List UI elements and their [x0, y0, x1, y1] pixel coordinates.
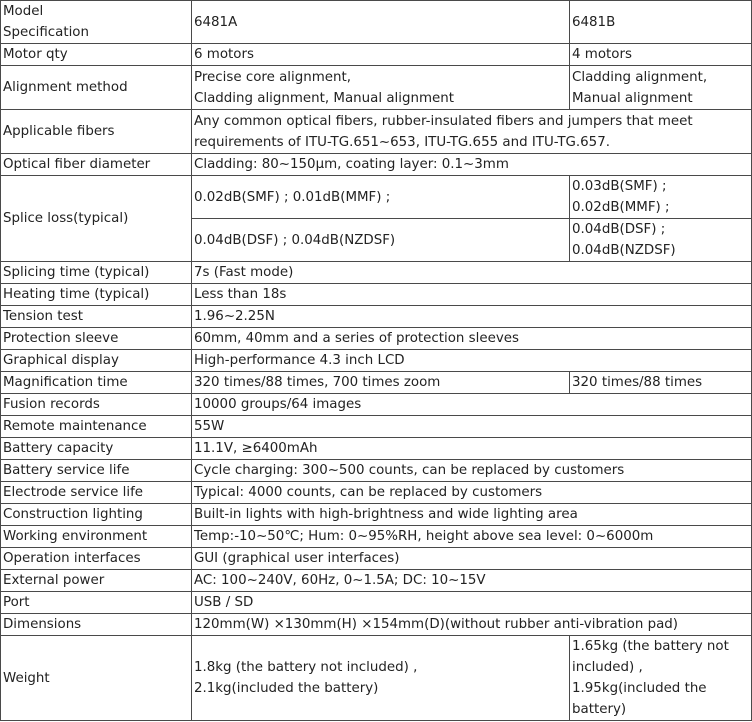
power-value: AC: 100~240V, 60Hz, 0~1.5A; DC: 10~15V — [192, 570, 752, 592]
table-row-dimensions — [1, 614, 752, 636]
lighting-value: Built-in lights with high-brightness and wide lighting area — [192, 504, 752, 526]
weight-b-value: 1.65kg (the battery not included) , 1.95kg(included the battery) — [570, 636, 752, 721]
weight-a-value: 1.8kg (the battery not included) , 2.1kg(included the battery) — [192, 636, 570, 721]
alignment-b-value: Cladding alignment, Manual alignment — [570, 66, 752, 110]
table-row-lighting — [1, 504, 752, 526]
splicing-time-label: Splicing time (typical) — [1, 262, 192, 284]
table-row-electrode-life — [1, 482, 752, 504]
table-row-magnification — [1, 372, 752, 394]
table-row-records — [1, 394, 752, 416]
battery-capacity-label: Battery capacity — [1, 438, 192, 460]
splice-loss-a2-value: 0.04dB(DSF) ; 0.04dB(NZDSF) — [192, 219, 570, 262]
electrode-life-value: Typical: 4000 counts, can be replaced by customers — [192, 482, 752, 504]
environment-label: Working environment — [1, 526, 192, 548]
display-label: Graphical display — [1, 350, 192, 372]
remote-value: 55W — [192, 416, 752, 438]
table-row-remote — [1, 416, 752, 438]
display-value: High-performance 4.3 inch LCD — [192, 350, 752, 372]
table-row-heating-time — [1, 284, 752, 306]
magnification-a-value: 320 times/88 times, 700 times zoom — [192, 372, 570, 394]
table-row-battery-capacity — [1, 438, 752, 460]
motor-b-value: 4 motors — [570, 44, 752, 66]
sleeve-label: Protection sleeve — [1, 328, 192, 350]
battery-life-value: Cycle charging: 300~500 counts, can be replaced by customers — [192, 460, 752, 482]
splice-loss-a1-value: 0.02dB(SMF) ; 0.01dB(MMF) ; — [192, 176, 570, 219]
table-row-motor — [1, 44, 752, 66]
diameter-label: Optical fiber diameter — [1, 154, 192, 176]
table-row-power — [1, 570, 752, 592]
table-row-splicing-time — [1, 262, 752, 284]
table-row-sleeve — [1, 328, 752, 350]
diameter-value: Cladding: 80~150μm, coating layer: 0.1~3mm — [192, 154, 752, 176]
heating-time-label: Heating time (typical) — [1, 284, 192, 306]
table-row-tension — [1, 306, 752, 328]
table-row-diameter — [1, 154, 752, 176]
dimensions-label: Dimensions — [1, 614, 192, 636]
sleeve-value: 60mm, 40mm and a series of protection sleeves — [192, 328, 752, 350]
table-row-weight — [1, 636, 752, 721]
records-value: 10000 groups/64 images — [192, 394, 752, 416]
motor-a-value: 6 motors — [192, 44, 570, 66]
model-a-header: 6481A — [192, 1, 570, 44]
interfaces-value: GUI (graphical user interfaces) — [192, 548, 752, 570]
environment-value: Temp:-10~50℃; Hum: 0~95%RH, height above sea level: 0~6000m — [192, 526, 752, 548]
table-row-splice-loss-1 — [1, 176, 752, 219]
records-label: Fusion records — [1, 394, 192, 416]
table-row-header — [1, 1, 752, 44]
table-row-fibers — [1, 110, 752, 154]
table-row-display — [1, 350, 752, 372]
heating-time-value: Less than 18s — [192, 284, 752, 306]
motor-label: Motor qty — [1, 44, 192, 66]
alignment-label: Alignment method — [1, 66, 192, 110]
header-label: Model Specification — [1, 1, 192, 44]
battery-life-label: Battery service life — [1, 460, 192, 482]
interfaces-label: Operation interfaces — [1, 548, 192, 570]
weight-label: Weight — [1, 636, 192, 721]
lighting-label: Construction lighting — [1, 504, 192, 526]
port-value: USB / SD — [192, 592, 752, 614]
table-row-alignment — [1, 66, 752, 110]
fibers-label: Applicable fibers — [1, 110, 192, 154]
power-label: External power — [1, 570, 192, 592]
table-row-port — [1, 592, 752, 614]
splicing-time-value: 7s (Fast mode) — [192, 262, 752, 284]
tension-label: Tension test — [1, 306, 192, 328]
splice-loss-label: Splice loss(typical) — [1, 176, 192, 262]
dimensions-value: 120mm(W) ×130mm(H) ×154mm(D)(without rubber anti-vibration pad) — [192, 614, 752, 636]
alignment-a-value: Precise core alignment, Cladding alignment, Manual alignment — [192, 66, 570, 110]
battery-capacity-value: 11.1V, ≥6400mAh — [192, 438, 752, 460]
tension-value: 1.96~2.25N — [192, 306, 752, 328]
magnification-label: Magnification time — [1, 372, 192, 394]
fibers-value: Any common optical fibers, rubber-insulated fibers and jumpers that meet requirements of ITU-TG.651~653, ITU-TG.655 and ITU-TG.657. — [192, 110, 752, 154]
table-row-interfaces — [1, 548, 752, 570]
port-label: Port — [1, 592, 192, 614]
splice-loss-b1-value: 0.03dB(SMF) ; 0.02dB(MMF) ; — [570, 176, 752, 219]
splice-loss-b2-value: 0.04dB(DSF) ; 0.04dB(NZDSF) — [570, 219, 752, 262]
table-row-environment — [1, 526, 752, 548]
table-row-battery-life — [1, 460, 752, 482]
electrode-life-label: Electrode service life — [1, 482, 192, 504]
remote-label: Remote maintenance — [1, 416, 192, 438]
model-b-header: 6481B — [570, 1, 752, 44]
magnification-b-value: 320 times/88 times — [570, 372, 752, 394]
